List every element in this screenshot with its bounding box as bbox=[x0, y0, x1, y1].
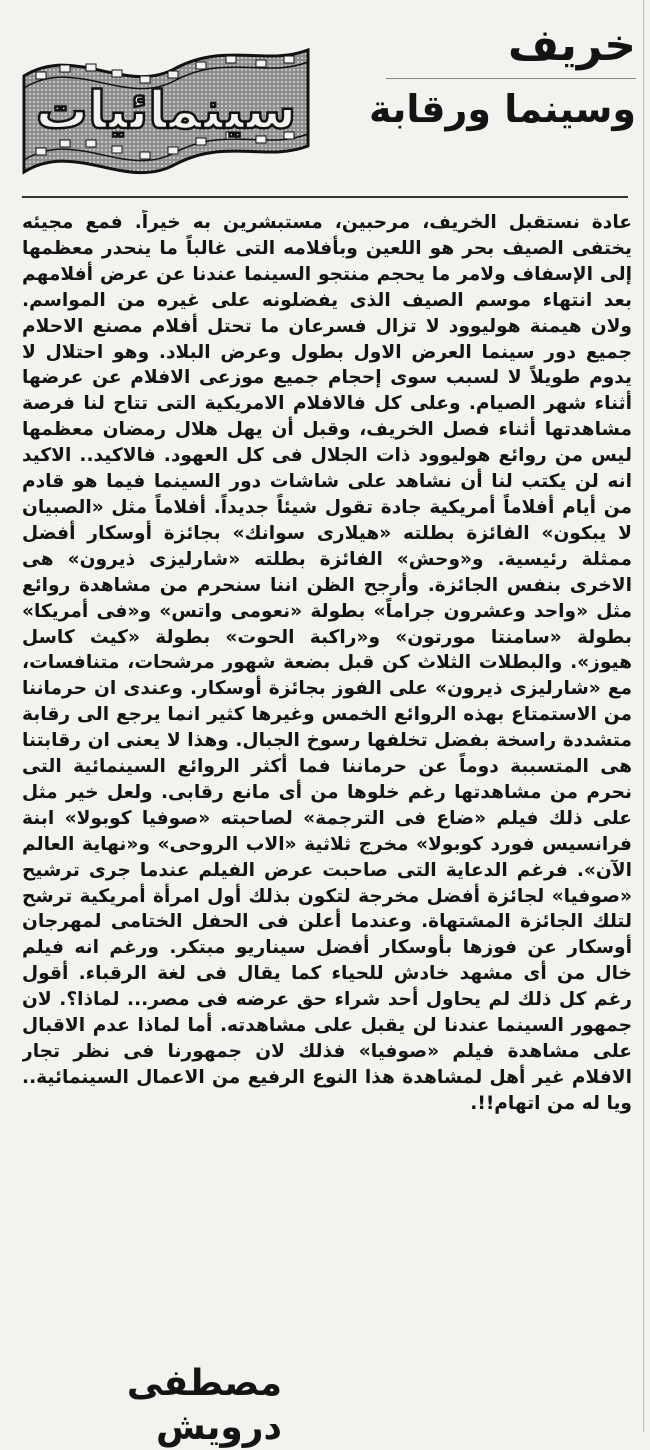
headline-block bbox=[366, 18, 636, 133]
cinema-logo-text: سينمائيات bbox=[35, 81, 297, 141]
headline-line-1: خريف bbox=[507, 20, 636, 71]
author-byline: مصطفى درويش bbox=[126, 1363, 282, 1448]
headline-line-2: وسينما ورقابة bbox=[369, 87, 636, 131]
page-edge-line bbox=[643, 0, 644, 1432]
article-body: عادة نستقبل الخريف، مرحبين، مستبشرين به خيراً. فمع مجيئه يختفى الصيف بحر هو اللعين وبأفلامه التى غالباً ما ينحدر معظمها إلى الإسفاف ولامر ما يحجم منتجو السينما عندنا عن عرض أفلامهم بعد انتهاء موسم الصيف الذى يفضلونه على غيره من المواسم. ولان هيمنة هوليوود لا تزال فسرعان ما تحتل أفلام مصنع الاحلام جميع دور سينما العرض الاول بطول وعرض البلاد. وهو احتلال لا يدوم طويلاً لا لسبب سوى إحجام جميع موزعى الافلام عن عرضها أثناء شهر الصيام. وعلى كل فالافلام الامريكية التى تتاح لنا فرصة مشاهدتها أثناء فصل الخريف، وقبل أن يهل هلال رمضان معظمها ليس من روائع هوليوود ذات الجلال فى كل العهود. فالاكيد.. الاكيد انه لن يكتب لنا أن نشاهد على شاشات دور السينما فيما هو قادم من أيام أفلاماً أمريكية جادة تقول شيئاً جديداً. أفلاماً مثل «الصبيان لا يبكون» الفائزة بطلته «هيلارى سوانك» بجائزة أوسكار أفضل ممثلة رئيسية. و«وحش» الفائزة بطلته «شارليزى ذيرون» هى الاخرى بنفس الجائزة. وأرجح الظن اننا سنحرم من مشاهدة روائع مثل «واحد وعشرون جراماً» بطولة «نعومى واتس» و«فى أمريكا» بطولة «سامنتا مورتون» و«راكبة الحوت» بطولة «كيث كاسل هيوز». والبطلات الثلاث كن قبل بضعة شهور مرشحات، متنافسات، مع «شارليزى ذيرون» على الفوز بجائزة أوسكار. وعندى ان حرماننا من الاستمتاع بهذه الروائع الخمس وغيرها كثير انما يرجع الى رقابة متشددة راسخة بفضل تخلفها رسوخ الجبال. وهذا لا يعنى ان رقابتنا هى المتسببة دوماً عن حرماننا فما أكثر الروائع السينمائية التى نحرم من مشاهدتها رغم خلوها من أى مانع رقابى. ولعل خير مثل على ذلك فيلم «ضاع فى الترجمة» لصاحبته «صوفيا كوبولا» ابنة فرانسيس فورد كوبولا» مخرج ثلاثية «الاب الروحى» و«نهاية العالم الآن». فرغم الدعاية التى صاحبت عرض الفيلم عندما جرى ترشيح «صوفيا» لجائزة أفضل مخرجة لتكون بذلك أول امرأة أمريكية ترشح لتلك الجائزة المشتهاة. وعندما أعلن فى الحفل الختامى لمهرجان أوسكار عن فوزها بأوسكار أفضل سيناريو مبتكر. ورغم انه فيلم خال من أى مشهد خادش للحياء كما يقال فى لغة الرقباء. أقول رغم كل ذلك لم يحاول أحد شراء حق عرضه فى مصر... لماذا؟. لان جمهور السينما عندنا لن يقبل على مشاهدته. أما لماذا عدم الاقبال على مشاهدة فيلم «صوفيا» فذلك لان جمهورنا فى نظر تجار الافلام غير أهل لمشاهدة هذا النوع الرفيع من الاعمال السينمائية.. ويا له من اتهام!!. bbox=[22, 212, 632, 1114]
cinema-section-logo bbox=[16, 36, 316, 186]
headline-rule bbox=[386, 78, 636, 79]
header-divider bbox=[22, 196, 628, 198]
